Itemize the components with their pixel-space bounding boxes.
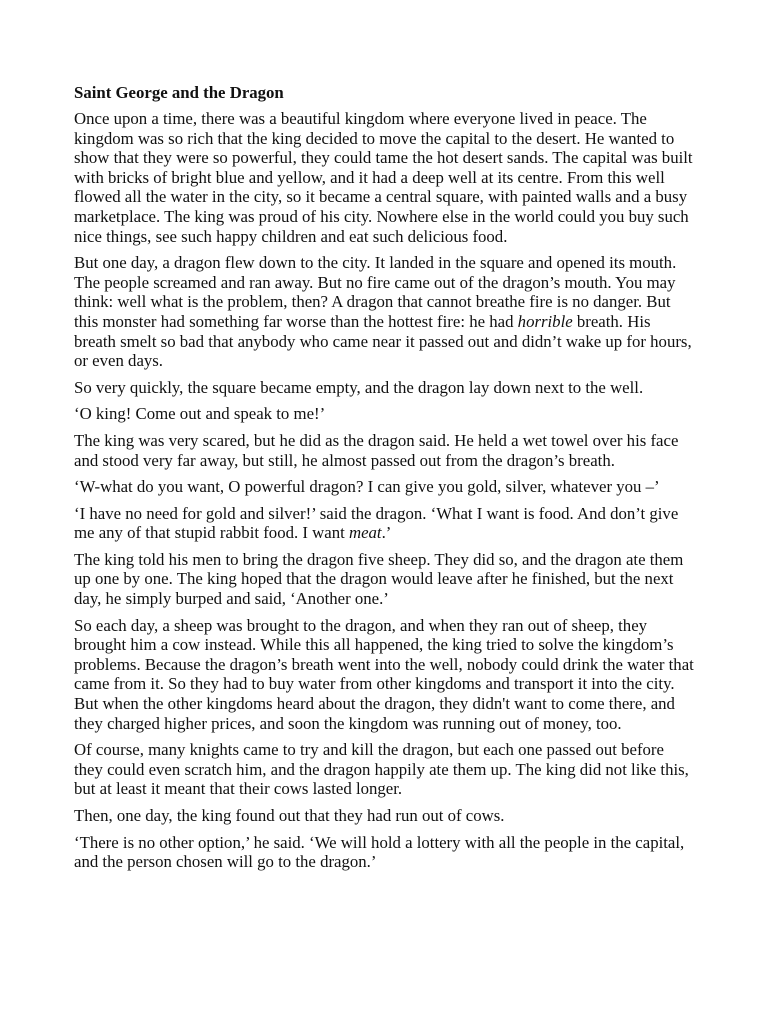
paragraph <box>74 253 694 371</box>
paragraph <box>74 806 694 826</box>
paragraph-text: Of course, many knights came to try and kill the dragon, but each one passed out before they could even scratch him, and the dragon happily ate them up. The king did not like this, but at least it meant that their cows lasted longer. <box>74 740 689 799</box>
paragraph-text: So each day, a sheep was brought to the dragon, and when they ran out of sheep, they brought him a cow instead. While this all happened, the king tried to solve the kingdom’s problems. Because the dragon’s breath went into the well, nobody could drink the water that came from it. So they had to buy water from other kingdoms and transport it into the city. But when the other kingdoms heard about the dragon, they didn't want to come there, and they charged higher prices, and soon the kingdom was running out of money, too. <box>74 615 694 733</box>
story-body <box>74 109 694 872</box>
document-page <box>74 83 694 879</box>
paragraph-text: But one day, a dragon flew down to the city. It landed in the square and opened its mouth. The people screamed and ran away. But no fire came out of the dragon’s mouth. You may think: well what is the problem, then? A dragon that cannot breathe fire is no danger. But this monster had something far worse than the hottest fire: he had <box>74 253 677 331</box>
emphasis-text: meat <box>348 523 382 543</box>
paragraph <box>74 378 694 398</box>
paragraph-text: .’ <box>381 523 392 543</box>
paragraph <box>74 504 694 543</box>
story-title: Saint George and the Dragon <box>74 83 284 102</box>
paragraph <box>74 477 694 497</box>
paragraph <box>74 431 694 470</box>
paragraph <box>74 833 694 872</box>
paragraph-text: ‘I have no need for gold and silver!’ said the dragon. ‘What I want is food. And don’t give me any of that stupid rabbit food. I want <box>74 503 679 543</box>
paragraph <box>74 404 694 424</box>
paragraph-text: breath. His breath smelt so bad that anybody who came near it passed out and didn’t wake up for hours, or even days. <box>74 311 692 371</box>
paragraph <box>74 616 694 734</box>
paragraph-text: The king was very scared, but he did as the dragon said. He held a wet towel over his face and stood very far away, but still, he almost passed out from the dragon’s breath. <box>74 430 679 470</box>
emphasis-text: horrible <box>517 311 573 331</box>
paragraph-text: ‘O king! Come out and speak to me!’ <box>74 404 326 424</box>
paragraph-text: The king told his men to bring the dragon five sheep. They did so, and the dragon ate them up one by one. The king hoped that the dragon would leave after he finished, but the next day, he simply burped and said, ‘Another one.’ <box>74 549 684 609</box>
paragraph <box>74 109 694 246</box>
paragraph-text: ‘There is no other option,’ he said. ‘We will hold a lottery with all the people in the capital, and the person chosen will go to the dragon.’ <box>74 832 685 872</box>
paragraph <box>74 740 694 799</box>
paragraph <box>74 550 694 609</box>
paragraph-text: ‘W-what do you want, O powerful dragon? I can give you gold, silver, whatever you –’ <box>74 477 660 497</box>
paragraph-text: Then, one day, the king found out that they had run out of cows. <box>74 806 505 825</box>
paragraph-text: So very quickly, the square became empty, and the dragon lay down next to the well. <box>74 377 644 397</box>
paragraph-text: Once upon a time, there was a beautiful kingdom where everyone lived in peace. The kingdom was so rich that the king decided to move the capital to the desert. He wanted to show that they were so powerful, they could tame the hot desert sands. The capital was built with bricks of bright blue and yellow, and it had a deep well at its centre. From this well flowed all the water in the city, so it became a central square, with painted walls and a busy marketplace. The king was proud of his city. Nowhere else in the world could you buy such nice things, see such happy children and eat such delicious food. <box>74 109 693 246</box>
